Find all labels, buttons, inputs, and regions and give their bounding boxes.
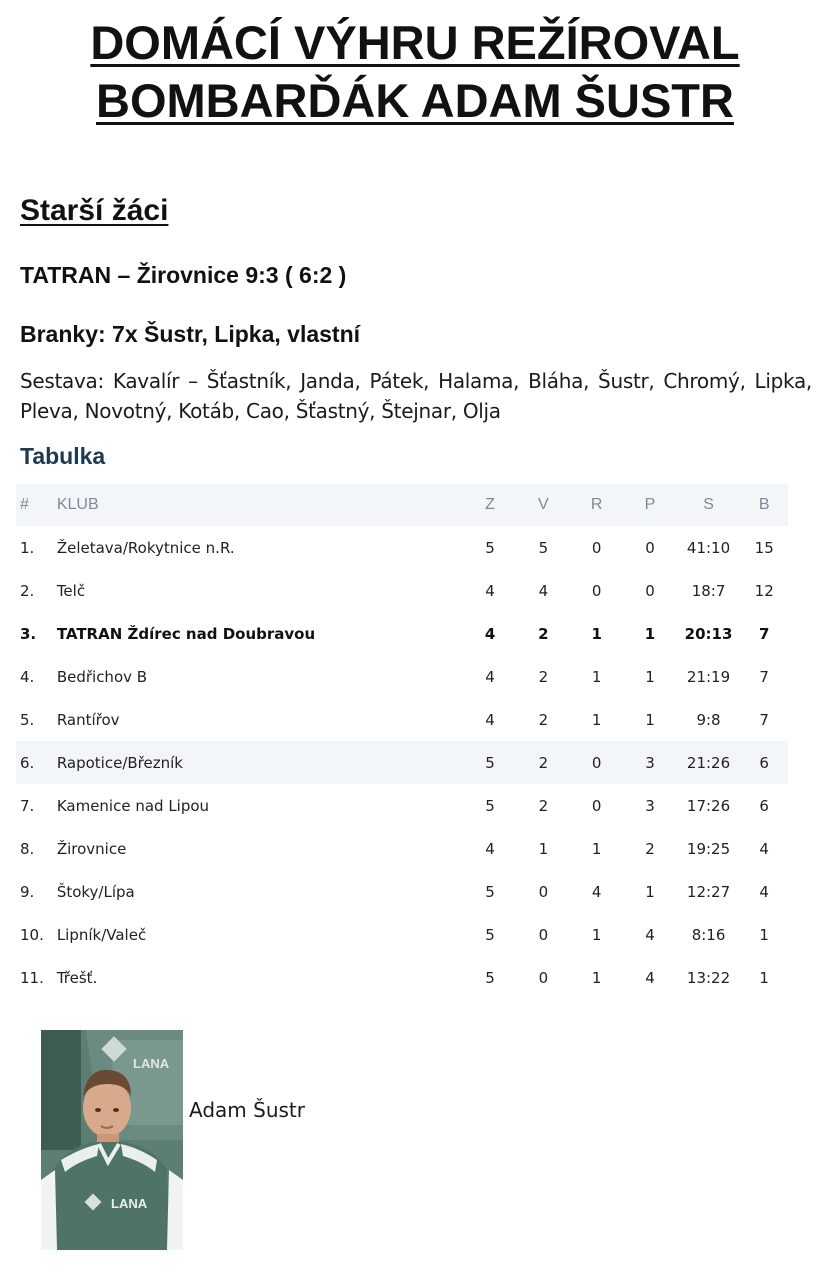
cell-rank: 8. bbox=[20, 839, 35, 858]
table-row bbox=[16, 956, 788, 999]
cell-wins: 1 bbox=[538, 839, 549, 858]
cell-losses: 1 bbox=[645, 882, 655, 901]
cell-club: Rantířov bbox=[56, 710, 120, 729]
cell-wins: 2 bbox=[538, 667, 549, 686]
player-photo bbox=[41, 1030, 183, 1250]
cell-club: Rapotice/Březník bbox=[56, 741, 464, 784]
cell-rank: 4. bbox=[20, 667, 35, 686]
cell-played: 4 bbox=[485, 667, 495, 686]
cell-losses: 0 bbox=[645, 581, 655, 600]
photo-caption: Adam Šustr bbox=[189, 1098, 305, 1122]
cell-losses: 3 bbox=[645, 796, 655, 815]
cell-wins: 2 bbox=[538, 710, 549, 729]
cell-club: Žirovnice bbox=[56, 839, 127, 858]
cell-draws: 1 bbox=[591, 624, 602, 643]
cell-score: 20:13 bbox=[684, 624, 733, 643]
cell-rank: 1. bbox=[20, 538, 35, 557]
cell-points: 6 bbox=[740, 741, 788, 784]
cell-wins: 4 bbox=[538, 581, 549, 600]
cell-score: 19:25 bbox=[686, 839, 731, 858]
cell-draws: 4 bbox=[591, 882, 602, 901]
col-header-score: S bbox=[677, 484, 741, 526]
cell-points: 6 bbox=[759, 796, 769, 815]
cell-draws: 0 bbox=[591, 581, 602, 600]
cell-club: Kamenice nad Lipou bbox=[56, 796, 210, 815]
cell-score: 8:16 bbox=[691, 925, 726, 944]
article-headline bbox=[0, 14, 830, 130]
table-title: Tabulka bbox=[20, 443, 106, 469]
cell-club: Bedřichov B bbox=[56, 667, 148, 686]
table-row bbox=[16, 741, 788, 784]
cell-losses: 4 bbox=[645, 925, 655, 944]
cell-rank: 9. bbox=[20, 882, 35, 901]
cell-points: 4 bbox=[759, 839, 769, 858]
col-header-club: KLUB bbox=[56, 484, 464, 526]
cell-draws: 1 bbox=[591, 667, 602, 686]
cell-played: 5 bbox=[485, 882, 495, 901]
cell-draws: 0 bbox=[591, 538, 602, 557]
cell-wins: 0 bbox=[538, 925, 549, 944]
section-title: Starší žáci bbox=[20, 194, 169, 227]
table-row bbox=[16, 569, 788, 612]
cell-losses: 4 bbox=[645, 968, 655, 987]
col-header-wins: V bbox=[517, 484, 570, 526]
cell-club: TATRAN Ždírec nad Doubravou bbox=[56, 624, 316, 643]
cell-played: 4 bbox=[485, 839, 495, 858]
cell-losses: 1 bbox=[644, 624, 656, 643]
col-header-rank: # bbox=[16, 484, 56, 526]
table-row bbox=[16, 870, 788, 913]
cell-losses: 2 bbox=[645, 839, 655, 858]
table-row bbox=[16, 655, 788, 698]
cell-rank: 2. bbox=[20, 581, 35, 600]
cell-played: 5 bbox=[485, 538, 495, 557]
cell-played: 4 bbox=[484, 624, 496, 643]
col-header-played: Z bbox=[463, 484, 516, 526]
col-header-points: B bbox=[740, 484, 788, 526]
cell-played: 4 bbox=[485, 581, 495, 600]
cell-club: Telč bbox=[56, 581, 86, 600]
cell-losses: 3 bbox=[623, 741, 676, 784]
headline-line-1: DOMÁCÍ VÝHRU REŽÍROVAL bbox=[90, 16, 740, 69]
cell-score: 18:7 bbox=[691, 581, 726, 600]
cell-draws: 1 bbox=[591, 968, 602, 987]
cell-draws: 0 bbox=[570, 741, 623, 784]
cell-played: 5 bbox=[463, 741, 516, 784]
cell-draws: 0 bbox=[591, 796, 602, 815]
cell-score: 12:27 bbox=[686, 882, 731, 901]
cell-played: 4 bbox=[485, 710, 495, 729]
headline-line-2: BOMBARĎÁK ADAM ŠUSTR bbox=[96, 74, 734, 127]
cell-wins: 5 bbox=[538, 538, 549, 557]
table-header-row bbox=[16, 484, 788, 526]
cell-losses: 0 bbox=[645, 538, 655, 557]
cell-rank: 10. bbox=[20, 925, 44, 944]
cell-club: Želetava/Rokytnice n.R. bbox=[56, 538, 235, 557]
cell-rank: 5. bbox=[20, 710, 35, 729]
table-row bbox=[16, 827, 788, 870]
cell-club: Třešť. bbox=[56, 968, 98, 987]
cell-club: Lipník/Valeč bbox=[56, 925, 147, 944]
col-header-losses: P bbox=[623, 484, 676, 526]
cell-played: 5 bbox=[485, 925, 495, 944]
match-result: TATRAN – Žirovnice 9:3 ( 6:2 ) bbox=[20, 262, 347, 288]
cell-points: 4 bbox=[759, 882, 769, 901]
cell-wins: 0 bbox=[538, 968, 549, 987]
cell-played: 5 bbox=[485, 796, 495, 815]
cell-losses: 1 bbox=[645, 710, 655, 729]
cell-points: 15 bbox=[754, 538, 774, 557]
cell-draws: 1 bbox=[591, 925, 602, 944]
cell-score: 17:26 bbox=[686, 796, 731, 815]
goal-scorers: Branky: 7x Šustr, Lipka, vlastní bbox=[20, 321, 361, 347]
jersey-logo-text: LANA bbox=[133, 1056, 170, 1071]
cell-score: 13:22 bbox=[686, 968, 731, 987]
table-row bbox=[16, 612, 788, 655]
cell-draws: 1 bbox=[591, 710, 602, 729]
cell-club: Štoky/Lípa bbox=[56, 882, 135, 901]
cell-rank: 3. bbox=[20, 624, 37, 643]
cell-score: 41:10 bbox=[686, 538, 731, 557]
cell-played: 5 bbox=[485, 968, 495, 987]
cell-draws: 1 bbox=[591, 839, 602, 858]
cell-points: 1 bbox=[759, 925, 769, 944]
standings-table bbox=[16, 484, 788, 999]
cell-score: 21:26 bbox=[677, 741, 741, 784]
cell-points: 1 bbox=[759, 968, 769, 987]
table-row bbox=[16, 698, 788, 741]
cell-wins: 2 bbox=[538, 796, 549, 815]
shirt-logo-text: LANA bbox=[111, 1196, 148, 1211]
cell-points: 7 bbox=[759, 710, 769, 729]
cell-wins: 2 bbox=[538, 624, 549, 643]
cell-points: 7 bbox=[758, 624, 770, 643]
cell-wins: 2 bbox=[517, 741, 570, 784]
cell-rank: 7. bbox=[20, 796, 35, 815]
cell-score: 9:8 bbox=[696, 710, 721, 729]
table-row bbox=[16, 526, 788, 569]
cell-losses: 1 bbox=[645, 667, 655, 686]
cell-score: 21:19 bbox=[686, 667, 731, 686]
player-photo-illustration bbox=[41, 1030, 183, 1250]
cell-points: 12 bbox=[754, 581, 774, 600]
cell-rank: 6. bbox=[16, 741, 56, 784]
cell-wins: 0 bbox=[538, 882, 549, 901]
cell-points: 7 bbox=[759, 667, 769, 686]
table-row bbox=[16, 784, 788, 827]
table-row bbox=[16, 913, 788, 956]
cell-rank: 11. bbox=[20, 968, 44, 987]
team-lineup: Sestava: Kavalír – Šťastník, Janda, Pátek, Halama, Bláha, Šustr, Chromý, Lipka, Pleva, Novotný, Kotáb, Cao, Šťastný, Štejnar, Olja bbox=[20, 369, 812, 423]
col-header-draws: R bbox=[570, 484, 623, 526]
